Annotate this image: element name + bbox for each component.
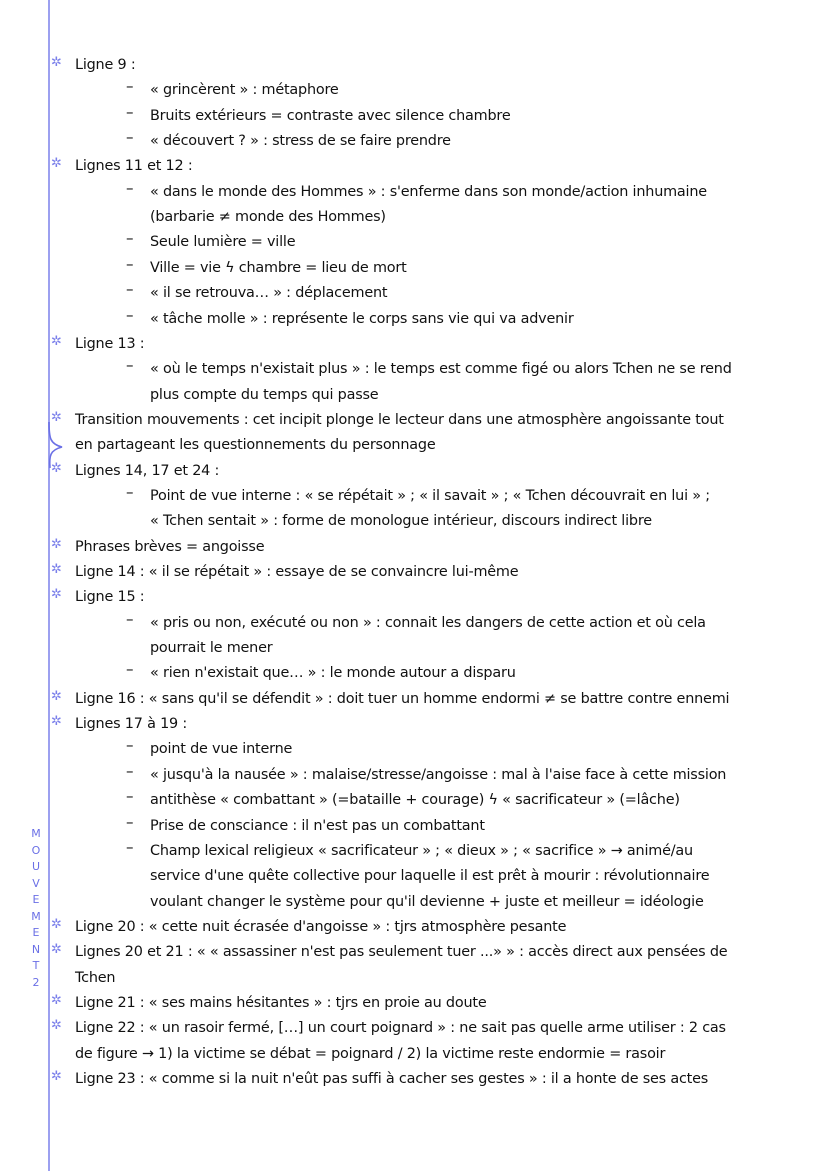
dash-bullet-icon: – bbox=[126, 482, 134, 501]
movement-label-letter: U bbox=[31, 860, 41, 873]
note-text: Prise de consciance : il n'est pas un combattant bbox=[150, 817, 485, 834]
note-text: Ligne 14 : « il se répétait » : essaye de se convaincre lui-même bbox=[75, 564, 519, 580]
note-bullet-line bbox=[0, 584, 828, 610]
note-text: antithèse « combattant » (=bataille + courage) ϟ « sacrificateur » (=lâche) bbox=[150, 792, 680, 809]
note-sub-line bbox=[0, 306, 828, 332]
dash-bullet-icon: – bbox=[126, 356, 134, 375]
note-text: Lignes 11 et 12 : bbox=[75, 158, 193, 175]
note-text: Ligne 22 : « un rasoir fermé, […] un court poignard » : ne sait pas quelle arme utiliser : 2 cas bbox=[75, 1020, 726, 1037]
note-text: « dans le monde des Hommes » : s'enferme dans son monde/action inhumaine bbox=[150, 183, 707, 200]
dash-bullet-icon: – bbox=[126, 254, 134, 273]
dash-bullet-icon: – bbox=[126, 812, 134, 831]
asterisk-bullet-icon: ✲ bbox=[51, 992, 62, 1008]
note-continuation-line bbox=[0, 204, 828, 230]
note-bullet-line bbox=[0, 939, 828, 965]
note-text: pourrait le mener bbox=[150, 640, 273, 657]
dash-bullet-icon: – bbox=[126, 660, 134, 679]
dash-bullet-icon: – bbox=[126, 609, 134, 628]
note-text: « Tchen sentait » : forme de monologue intérieur, discours indirect libre bbox=[150, 513, 652, 530]
note-bullet-line bbox=[0, 153, 828, 179]
note-sub-line bbox=[0, 280, 828, 306]
note-sub-line bbox=[0, 128, 828, 154]
dash-bullet-icon: – bbox=[126, 280, 134, 299]
note-text: « tâche molle » : représente le corps sans vie qui va advenir bbox=[150, 310, 574, 327]
note-text: Champ lexical religieux « sacrificateur » ; « dieux » ; « sacrifice » → animé/au bbox=[150, 842, 693, 859]
asterisk-bullet-icon: ✲ bbox=[51, 1018, 62, 1034]
note-text: (barbarie ≠ monde des Hommes) bbox=[150, 209, 386, 226]
movement-label-letter: 2 bbox=[32, 975, 40, 989]
asterisk-bullet-icon: ✲ bbox=[51, 1069, 62, 1084]
asterisk-bullet-icon: ✲ bbox=[51, 536, 62, 552]
note-text: Point de vue interne : « se répétait » ; « il savait » ; « Tchen découvrait en lui » ; bbox=[150, 487, 710, 504]
note-text: Lignes 20 et 21 : « « assassiner n'est pas seulement tuer ...» » : accès direct aux pensées de bbox=[75, 944, 728, 961]
movement-label-letter: T bbox=[32, 959, 40, 972]
note-sub-line bbox=[0, 813, 828, 839]
note-continuation-line bbox=[0, 635, 828, 661]
note-bullet-line bbox=[0, 559, 828, 585]
dash-bullet-icon: – bbox=[126, 102, 134, 121]
note-bullet-line bbox=[0, 990, 828, 1016]
note-text: plus compte du temps qui passe bbox=[150, 386, 379, 403]
note-bullet-line bbox=[0, 331, 828, 357]
note-text: « où le temps n'existait plus » : le temps est comme figé ou alors Tchen ne se rend bbox=[150, 361, 732, 378]
note-continuation-line bbox=[0, 382, 828, 408]
note-text: point de vue interne bbox=[150, 741, 293, 758]
note-sub-line bbox=[0, 255, 828, 281]
note-bullet-line bbox=[0, 407, 828, 433]
asterisk-bullet-icon: ✲ bbox=[51, 714, 62, 730]
note-text: Ligne 23 : « comme si la nuit n'eût pas suffi à cacher ses gestes » : il a honte de ses actes bbox=[75, 1071, 709, 1087]
note-bullet-line bbox=[0, 711, 828, 737]
note-bullet-line bbox=[0, 534, 828, 560]
note-text: Tchen bbox=[75, 969, 116, 986]
note-bullet-line bbox=[0, 914, 828, 940]
note-sub-line bbox=[0, 762, 828, 788]
note-text: Lignes 14, 17 et 24 : bbox=[75, 462, 220, 479]
note-text: Bruits extérieurs = contraste avec silence chambre bbox=[150, 107, 511, 124]
asterisk-bullet-icon: ✲ bbox=[51, 333, 62, 349]
note-text: service d'une quête collective pour laquelle il est prêt à mourir : révolutionnaire bbox=[150, 868, 710, 885]
note-text: voulant changer le système pour qu'il devienne + juste et meilleur = idéologie bbox=[150, 893, 704, 910]
movement-label-letter: V bbox=[32, 876, 40, 890]
note-bullet-line bbox=[0, 1015, 828, 1041]
note-sub-line bbox=[0, 77, 828, 103]
note-sub-line bbox=[0, 483, 828, 509]
note-text: Ligne 15 : bbox=[75, 589, 145, 606]
note-continuation-line bbox=[0, 432, 828, 458]
note-continuation-line bbox=[0, 889, 828, 915]
note-sub-line bbox=[0, 787, 828, 813]
asterisk-bullet-icon: ✲ bbox=[51, 688, 62, 704]
asterisk-bullet-icon: ✲ bbox=[51, 942, 62, 958]
note-sub-line bbox=[0, 610, 828, 636]
note-text: Ligne 21 : « ses mains hésitantes » : tjrs en proie au doute bbox=[75, 994, 487, 1011]
note-text: « rien n'existait que… » : le monde autour a disparu bbox=[150, 665, 516, 682]
note-bullet-line bbox=[0, 52, 828, 78]
note-sub-line bbox=[0, 229, 828, 255]
note-text: en partageant les questionnements du personnage bbox=[75, 437, 436, 454]
asterisk-bullet-icon: ✲ bbox=[51, 409, 62, 425]
dash-bullet-icon: – bbox=[126, 77, 134, 96]
dash-bullet-icon: – bbox=[126, 128, 134, 147]
note-text: Seule lumière = ville bbox=[150, 234, 296, 251]
movement-label-letter: E bbox=[32, 926, 40, 939]
movement-label-letter: M bbox=[31, 827, 41, 840]
movement-label-letter: M bbox=[31, 909, 41, 923]
note-continuation-line bbox=[0, 863, 828, 889]
note-text: « il se retrouva… » : déplacement bbox=[150, 285, 388, 302]
dash-bullet-icon: – bbox=[126, 761, 134, 780]
dash-bullet-icon: – bbox=[126, 787, 134, 806]
note-text: Ligne 16 : « sans qu'il se défendit » : doit tuer un homme endormi ≠ se battre contre ennemi bbox=[75, 690, 730, 707]
note-text: Lignes 17 à 19 : bbox=[75, 716, 188, 733]
note-bullet-line bbox=[0, 458, 828, 484]
dash-bullet-icon: – bbox=[126, 736, 134, 755]
note-sub-line bbox=[0, 179, 828, 205]
asterisk-bullet-icon: ✲ bbox=[51, 562, 62, 577]
note-sub-line bbox=[0, 736, 828, 762]
note-sub-line bbox=[0, 356, 828, 382]
note-text: Ligne 9 : bbox=[75, 57, 136, 73]
movement-label-letter: O bbox=[31, 843, 41, 857]
dash-bullet-icon: – bbox=[126, 837, 134, 856]
note-text: « pris ou non, exécuté ou non » : connait les dangers de cette action et où cela bbox=[150, 614, 706, 631]
note-sub-line bbox=[0, 838, 828, 864]
note-sub-line bbox=[0, 103, 828, 129]
note-text: Ligne 20 : « cette nuit écrasée d'angoisse » : tjrs atmosphère pesante bbox=[75, 918, 567, 935]
note-text: Ligne 13 : bbox=[75, 335, 145, 352]
asterisk-bullet-icon: ✲ bbox=[51, 156, 62, 172]
note-text: Phrases brèves = angoisse bbox=[75, 538, 265, 555]
asterisk-bullet-icon: ✲ bbox=[51, 460, 62, 476]
dash-bullet-icon: – bbox=[126, 229, 134, 248]
note-text: « découvert ? » : stress de se faire prendre bbox=[150, 133, 451, 150]
note-text: Transition mouvements : cet incipit plonge le lecteur dans une atmosphère angoissante tout bbox=[75, 411, 724, 428]
asterisk-bullet-icon: ✲ bbox=[51, 916, 62, 932]
note-bullet-line bbox=[0, 1066, 828, 1092]
note-text: « grincèrent » : métaphore bbox=[150, 82, 339, 99]
note-bullet-line bbox=[0, 686, 828, 712]
dash-bullet-icon: – bbox=[126, 305, 134, 324]
note-text: Ville = vie ϟ chambre = lieu de mort bbox=[150, 259, 407, 276]
movement-label-letter: E bbox=[32, 893, 40, 906]
note-continuation-line bbox=[0, 1041, 828, 1067]
asterisk-bullet-icon: ✲ bbox=[51, 55, 62, 70]
note-continuation-line bbox=[0, 508, 828, 534]
note-text: « jusqu'à la nausée » : malaise/stresse/angoisse : mal à l'aise face à cette mission bbox=[150, 766, 727, 783]
note-sub-line bbox=[0, 660, 828, 686]
dash-bullet-icon: – bbox=[126, 178, 134, 197]
movement-label-letter: N bbox=[31, 942, 41, 956]
asterisk-bullet-icon: ✲ bbox=[51, 587, 62, 603]
note-text: de figure → 1) la victime se débat = poignard / 2) la victime reste endormie = rasoir bbox=[75, 1045, 666, 1062]
note-continuation-line bbox=[0, 965, 828, 991]
